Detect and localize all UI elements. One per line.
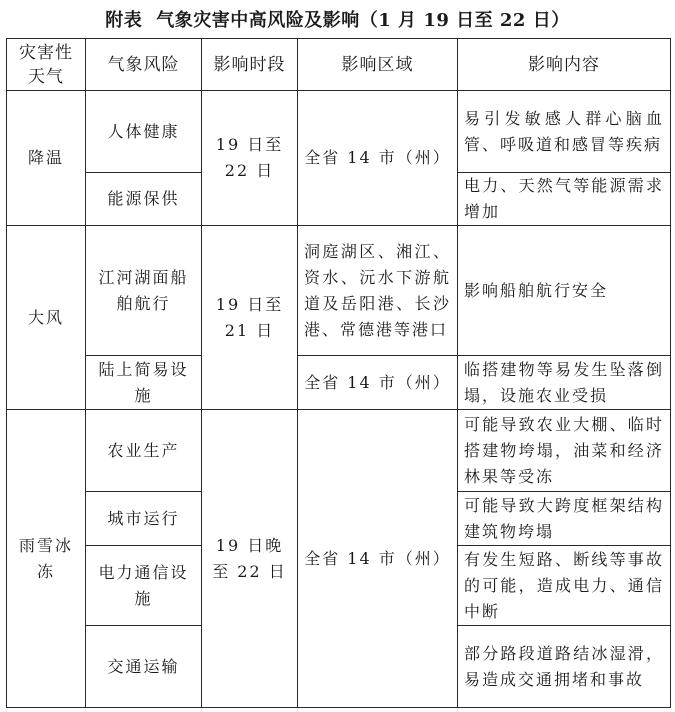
period-cell: 19 日至 21 日 bbox=[202, 226, 298, 410]
period-cell: 19 日至 22 日 bbox=[202, 91, 298, 226]
header-risk: 气象风险 bbox=[86, 39, 202, 91]
risk-cell: 电力通信设施 bbox=[86, 546, 202, 626]
impact-cell: 可能导致农业大棚、临时搭建物垮塌，油菜和经济林果等受冻 bbox=[458, 410, 671, 492]
table-row bbox=[7, 356, 671, 410]
impact-cell: 可能导致大跨度框架结构建筑物垮塌 bbox=[458, 492, 671, 546]
risk-cell: 交通运输 bbox=[86, 626, 202, 708]
risk-cell: 陆上简易设施 bbox=[86, 356, 202, 410]
area-cell: 全省 14 市（州） bbox=[298, 410, 458, 708]
header-period: 影响时段 bbox=[202, 39, 298, 91]
risk-impact-table bbox=[6, 38, 671, 708]
risk-cell: 城市运行 bbox=[86, 492, 202, 546]
table-row bbox=[7, 410, 671, 492]
risk-cell: 人体健康 bbox=[86, 91, 202, 173]
risk-cell: 能源保供 bbox=[86, 173, 202, 226]
title-prefix: 附表 bbox=[105, 10, 143, 31]
table-row bbox=[7, 226, 671, 356]
impact-cell: 电力、天然气等能源需求增加 bbox=[458, 173, 671, 226]
impact-cell: 有发生短路、断线等事故的可能，造成电力、通信中断 bbox=[458, 546, 671, 626]
table-row bbox=[7, 91, 671, 173]
impact-cell: 部分路段道路结冰湿滑，易造成交通拥堵和事故 bbox=[458, 626, 671, 708]
title-text: 气象灾害中高风险及影响（1 月 19 日至 22 日） bbox=[156, 10, 570, 31]
risk-cell: 江河湖面船舶航行 bbox=[86, 226, 202, 356]
table-header-row bbox=[7, 39, 671, 91]
impact-cell: 易引发敏感人群心脑血管、呼吸道和感冒等疾病 bbox=[458, 91, 671, 173]
header-weather: 灾害性天气 bbox=[7, 39, 86, 91]
impact-cell: 临搭建物等易发生坠落倒塌，设施农业受损 bbox=[458, 356, 671, 410]
area-cell: 全省 14 市（州） bbox=[298, 356, 458, 410]
weather-freezing: 雨雪冰冻 bbox=[7, 410, 86, 708]
risk-cell: 农业生产 bbox=[86, 410, 202, 492]
period-cell: 19 日晚至 22 日 bbox=[202, 410, 298, 708]
area-cell: 全省 14 市（州） bbox=[298, 91, 458, 226]
document-title bbox=[0, 8, 675, 34]
weather-wind: 大风 bbox=[7, 226, 86, 410]
header-impact: 影响内容 bbox=[458, 39, 671, 91]
weather-cooling: 降温 bbox=[7, 91, 86, 226]
header-area: 影响区域 bbox=[298, 39, 458, 91]
impact-cell: 影响船舶航行安全 bbox=[458, 226, 671, 356]
area-cell: 洞庭湖区、湘江、资水、沅水下游航道及岳阳港、长沙港、常德港等港口 bbox=[298, 226, 458, 356]
